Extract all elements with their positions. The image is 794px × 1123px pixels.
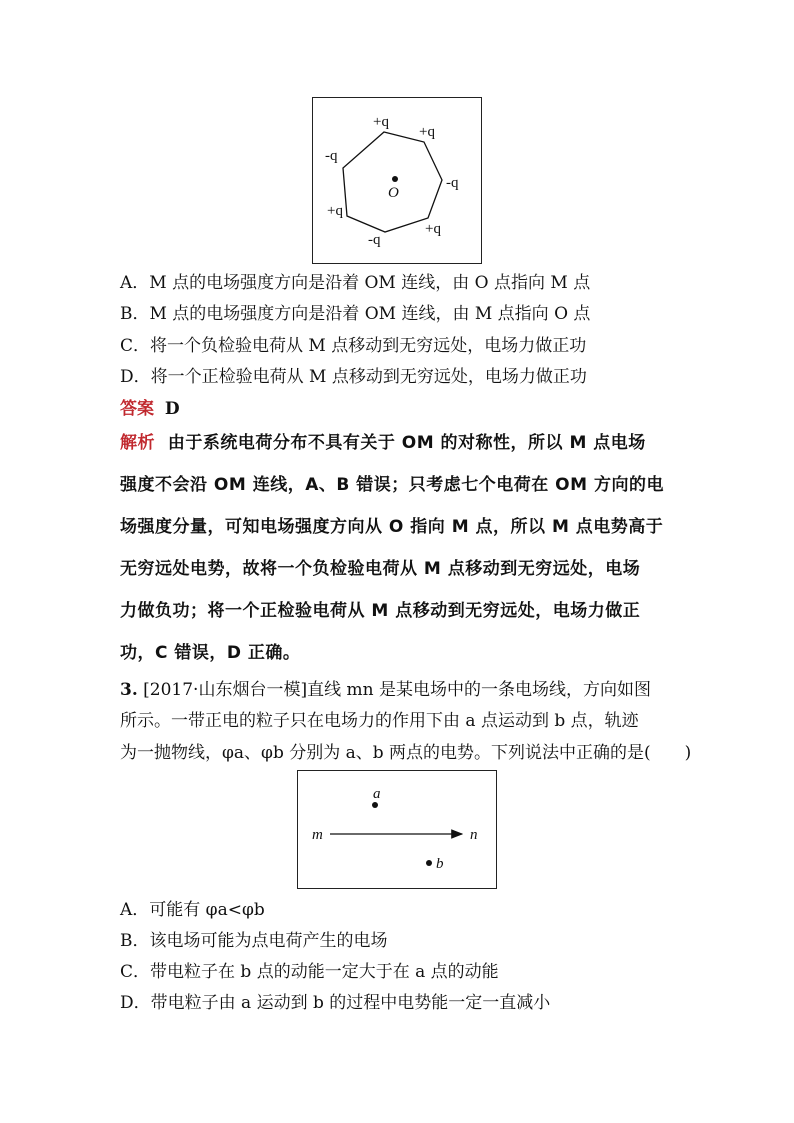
point-a-label: a [373, 786, 381, 802]
heptagon-diagram [313, 98, 481, 263]
q2-option-c [120, 336, 586, 356]
q3-option-c [120, 962, 499, 982]
option-text: 带电粒子由 a 运动到 b 的过程中电势能一定一直减小 [150, 993, 551, 1013]
analysis-text: 场强度分量，可知电场强度方向从 O 指向 M 点，所以 M 点电势高于 [120, 517, 664, 537]
option-letter: D． [120, 993, 151, 1013]
answer-value: D [164, 399, 180, 419]
option-letter: C． [120, 336, 151, 356]
analysis-text: 无穷远处电势，故将一个负检验电荷从 M 点移动到无穷远处，电场 [120, 559, 641, 579]
q2-option-a [120, 273, 590, 293]
answer-label: 答案 [120, 399, 154, 419]
analysis-line-3 [120, 517, 663, 537]
q3-option-b [120, 931, 388, 951]
option-text: 可能有 φa<φb [149, 900, 265, 920]
option-text: 将一个负检验电荷从 M 点移动到无穷远处，电场力做正功 [150, 336, 587, 356]
q3-line-2 [120, 711, 639, 731]
option-letter: D． [120, 367, 151, 387]
analysis-text: 力做负功；将一个正检验电荷从 M 点移动到无穷远处，电场力做正 [120, 601, 641, 621]
option-letter: B． [120, 931, 150, 951]
point-b-dot [426, 860, 432, 866]
question-text: 为一抛物线，φa、φb 分别为 a、b 两点的电势。下列说法中正确的是( ) [120, 743, 692, 763]
charge-label-bottom: -q [368, 232, 381, 248]
option-letter: A． [120, 273, 150, 293]
question-text: 所示。一带正电的粒子只在电场力的作用下由 a 点运动到 b 点，轨迹 [120, 711, 639, 731]
field-line-figure [297, 770, 497, 889]
analysis-line-2 [120, 475, 664, 495]
analysis-line-6 [120, 643, 300, 663]
question-text: 直线 mn 是某电场中的一条电场线，方向如图 [307, 680, 651, 700]
q3-line-1 [120, 680, 651, 700]
analysis-line-4 [120, 559, 640, 579]
q2-option-b [120, 304, 590, 324]
center-label: O [388, 185, 399, 201]
question-source: [2017·山东烟台一模] [143, 680, 308, 700]
option-letter: C． [120, 962, 151, 982]
option-text: 该电场可能为点电荷产生的电场 [149, 931, 388, 951]
option-text: 将一个正检验电荷从 M 点移动到无穷远处，电场力做正功 [150, 367, 587, 387]
analysis-line-5 [120, 601, 640, 621]
charge-label-bottom-right: +q [425, 221, 441, 237]
q3-line-3 [120, 743, 691, 763]
analysis-text: 功，C 错误，D 正确。 [120, 643, 301, 663]
option-text: M 点的电场强度方向是沿着 OM 连线，由 M 点指向 O 点 [149, 304, 591, 324]
point-b-label: b [436, 856, 444, 872]
analysis-text: 强度不会沿 OM 连线，A、B 错误；只考虑七个电荷在 OM 方向的电 [120, 475, 664, 495]
field-line-diagram [298, 771, 496, 888]
point-a-dot [372, 802, 378, 808]
option-letter: B． [120, 304, 150, 324]
option-text: M 点的电场强度方向是沿着 OM 连线，由 O 点指向 M 点 [149, 273, 591, 293]
option-text: 带电粒子在 b 点的动能一定大于在 a 点的动能 [150, 962, 499, 982]
line-right-label: n [470, 827, 478, 843]
analysis-label: 解析 [120, 433, 155, 453]
center-point [392, 176, 398, 182]
answer-line [120, 399, 180, 419]
line-left-label: m [312, 827, 323, 843]
analysis-text: 由于系统电荷分布不具有关于 OM 的对称性，所以 M 点电场 [167, 433, 646, 453]
charge-label-left-top: -q [325, 148, 338, 164]
heptagon-charge-figure [312, 97, 482, 264]
charge-label-left-bottom: +q [327, 203, 343, 219]
charge-label-top: +q [373, 114, 389, 130]
charge-label-top-right: +q [419, 124, 435, 140]
q2-option-d [120, 367, 587, 387]
q3-option-d [120, 993, 550, 1013]
heptagon-outline [343, 132, 442, 232]
charge-label-right: -q [446, 175, 459, 191]
question-number: 3. [120, 680, 138, 700]
q3-option-a [120, 900, 265, 920]
analysis-line-1 [120, 433, 646, 453]
option-letter: A． [120, 900, 150, 920]
